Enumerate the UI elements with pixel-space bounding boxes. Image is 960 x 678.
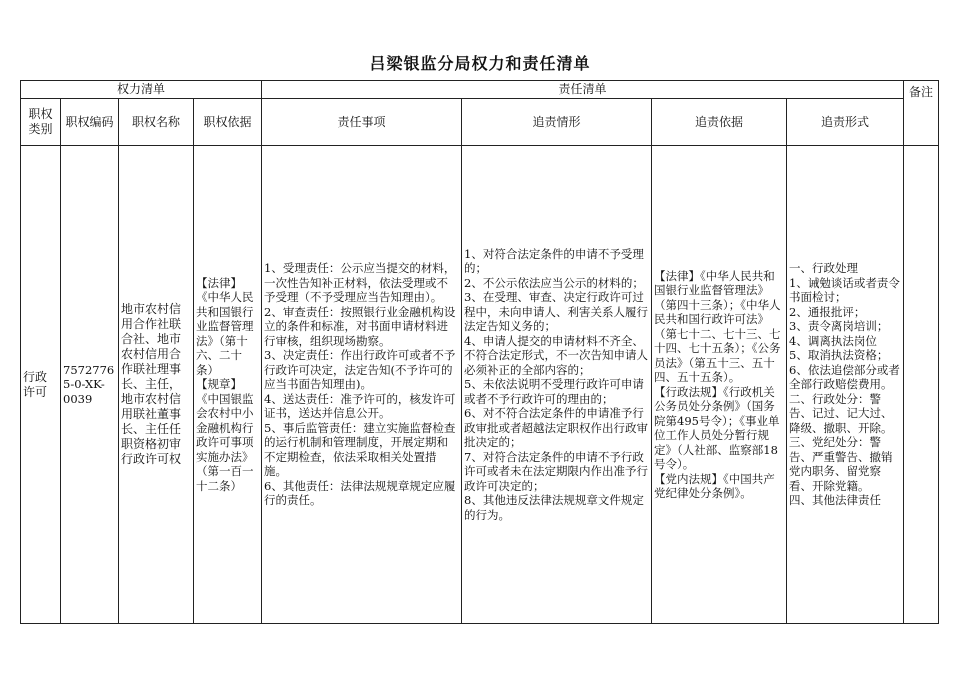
page-title: 吕梁银监分局权力和责任清单 [369, 54, 591, 73]
cell-name: 地市农村信用合作社联合社、地市农村信用合作联社理事长、主任，地市农村信用联社董事长、主任任职资格初审行政许可权 [119, 146, 194, 624]
col-name-header: 职权名称 [119, 99, 194, 146]
table-row [21, 146, 939, 624]
col-basis-header: 职权依据 [194, 99, 262, 146]
col-accountability-forms-header: 追责形式 [787, 99, 904, 146]
cell-remarks [904, 146, 939, 624]
cell-basis: 【法律】《中华人民共和国银行业监督管理法》（第十六、二十条） 【规章】《中国银监会农村中小金融机构行政许可事项实施办法》（第一百一十二条） [194, 146, 262, 624]
duty-list-header: 责任清单 [262, 81, 904, 99]
col-category-header: 职权 类别 [21, 99, 61, 146]
col-accountability-basis-header: 追责依据 [652, 99, 787, 146]
cell-category: 行政 许可 [21, 146, 61, 624]
power-list-header: 权力清单 [21, 81, 262, 99]
col-code-header: 职权编码 [61, 99, 119, 146]
remarks-header: 备注 [904, 81, 939, 146]
col-accountability-cases-header: 追责情形 [462, 99, 652, 146]
cell-duty-items: 1、受理责任：公示应当提交的材料，一次性告知补正材料，依法受理或不予受理（不予受理应当告知理由）。 2、审查责任：按照银行业金融机构设立的条件和标准，对书面申请材料进行审核，组织现场勘察。 3、决定责任：作出行政许可或者不予行政许可决定，法定告知(不予许可的应当书面告知理由)。 4、送达责任：准予许可的，核发许可证书，送达并信息公开。 5、事后监管责任：建立实施监督检查的运行机制和管理制度，开展定期和不定期检查，依法采取相关处置措施。 6、其他责任：法律法规规章规定应履行的责任。 [262, 146, 462, 624]
cell-code: 7572776 5-0-XK- 0039 [61, 146, 119, 624]
cell-accountability-forms: 一、行政处理 1、诫勉谈话或者责令书面检讨； 2、通报批评； 3、责令离岗培训； 4、调离执法岗位 5、取消执法资格； 6、依法追偿部分或者全部行政赔偿费用。 二、行政处分：警告、记过、记大过、降级、撤职、开除。 三、党纪处分：警告、严重警告、撤销党内职务、留党察看、开除党籍。 四、其他法律责任 [787, 146, 904, 624]
cell-accountability-cases: 1、对符合法定条件的申请不予受理的； 2、不公示依法应当公示的材料的； 3、在受理、审查、决定行政许可过程中，未向申请人、利害关系人履行法定告知义务的； 4、申请人提交的申请材料不齐全、不符合法定形式，不一次告知申请人必须补正的全部内容的； 5、未依法说明不受理行政许可申请或者不予行政许可的理由的； 6、对不符合法定条件的申请准予行政审批或者超越法定职权作出行政审批决定的； 7、对符合法定条件的申请不予行政许可或者未在法定期限内作出准予行政许可决定的； 8、其他违反法律法规规章文件规定的行为。 [462, 146, 652, 624]
cell-accountability-basis: 【法律】《中华人民共和国银行业监督管理法》（第四十三条）；《中华人民共和国行政许可法》（第七十二、七十三、七十四、七十五条）；《公务员法》（第五十三、五十四、五十五条）。 【行政法规】《行政机关公务员处分条例》（国务院第495号令）；《事业单位工作人员处分暂行规定》（人社部、监察部18号令）。 【党内法规】《中国共产党纪律处分条例》。 [652, 146, 787, 624]
col-duty-items-header: 责任事项 [262, 99, 462, 146]
power-duty-table [20, 80, 939, 624]
